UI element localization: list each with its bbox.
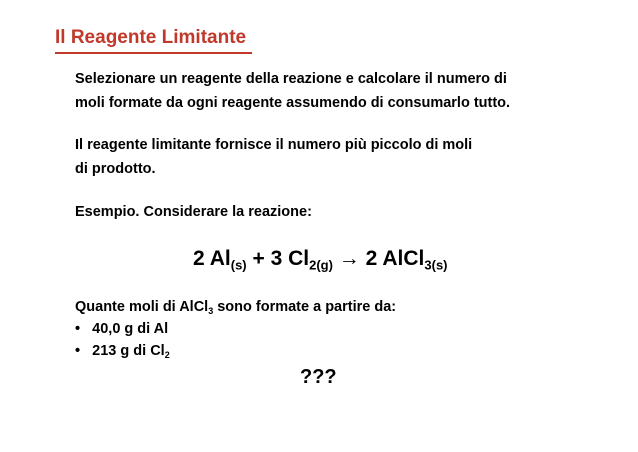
equation-subscript-3: 3(s) — [424, 257, 448, 273]
bullet-item — [75, 340, 170, 362]
slide-title: Il Reagente Limitante — [55, 27, 247, 48]
equation-reactant-1: 2 Al — [193, 247, 231, 270]
question-suffix: sono formate a partire da: — [213, 299, 397, 315]
paragraph-1-line-1: Selezionare un reagente della reazione e calcolare il numero di — [75, 71, 507, 87]
bullet-marker: • — [75, 321, 81, 337]
question-subscript: 3 — [208, 306, 214, 317]
bullet-subscript: 2 — [164, 350, 170, 361]
paragraph-2-line-1: Il reagente limitante fornisce il numero più piccolo di moli — [75, 137, 473, 153]
paragraph-1-line-2: moli formate da ogni reagente assumendo di consumarlo tutto. — [75, 95, 511, 111]
reaction-equation — [193, 247, 448, 271]
bullet-text: 40,0 g di Al — [92, 321, 169, 337]
unknown-answer: ??? — [300, 366, 337, 388]
equation-subscript-2: 2(g) — [309, 257, 333, 273]
bullet-marker: • — [75, 343, 81, 359]
bullet-text: 213 g di Cl — [92, 343, 165, 359]
equation-reactant-2: + 3 Cl — [246, 247, 310, 270]
equation-state-1: (s) — [230, 257, 247, 273]
equation-product: → 2 AlCl — [332, 247, 425, 270]
question-text — [75, 296, 396, 318]
paragraph-2-line-2: di prodotto. — [75, 161, 156, 177]
example-intro: Esempio. Considerare la reazione: — [75, 204, 312, 220]
bullet-item — [75, 318, 168, 340]
question-prefix: Quante moli di AlCl — [75, 299, 209, 315]
title-underline — [55, 52, 252, 54]
